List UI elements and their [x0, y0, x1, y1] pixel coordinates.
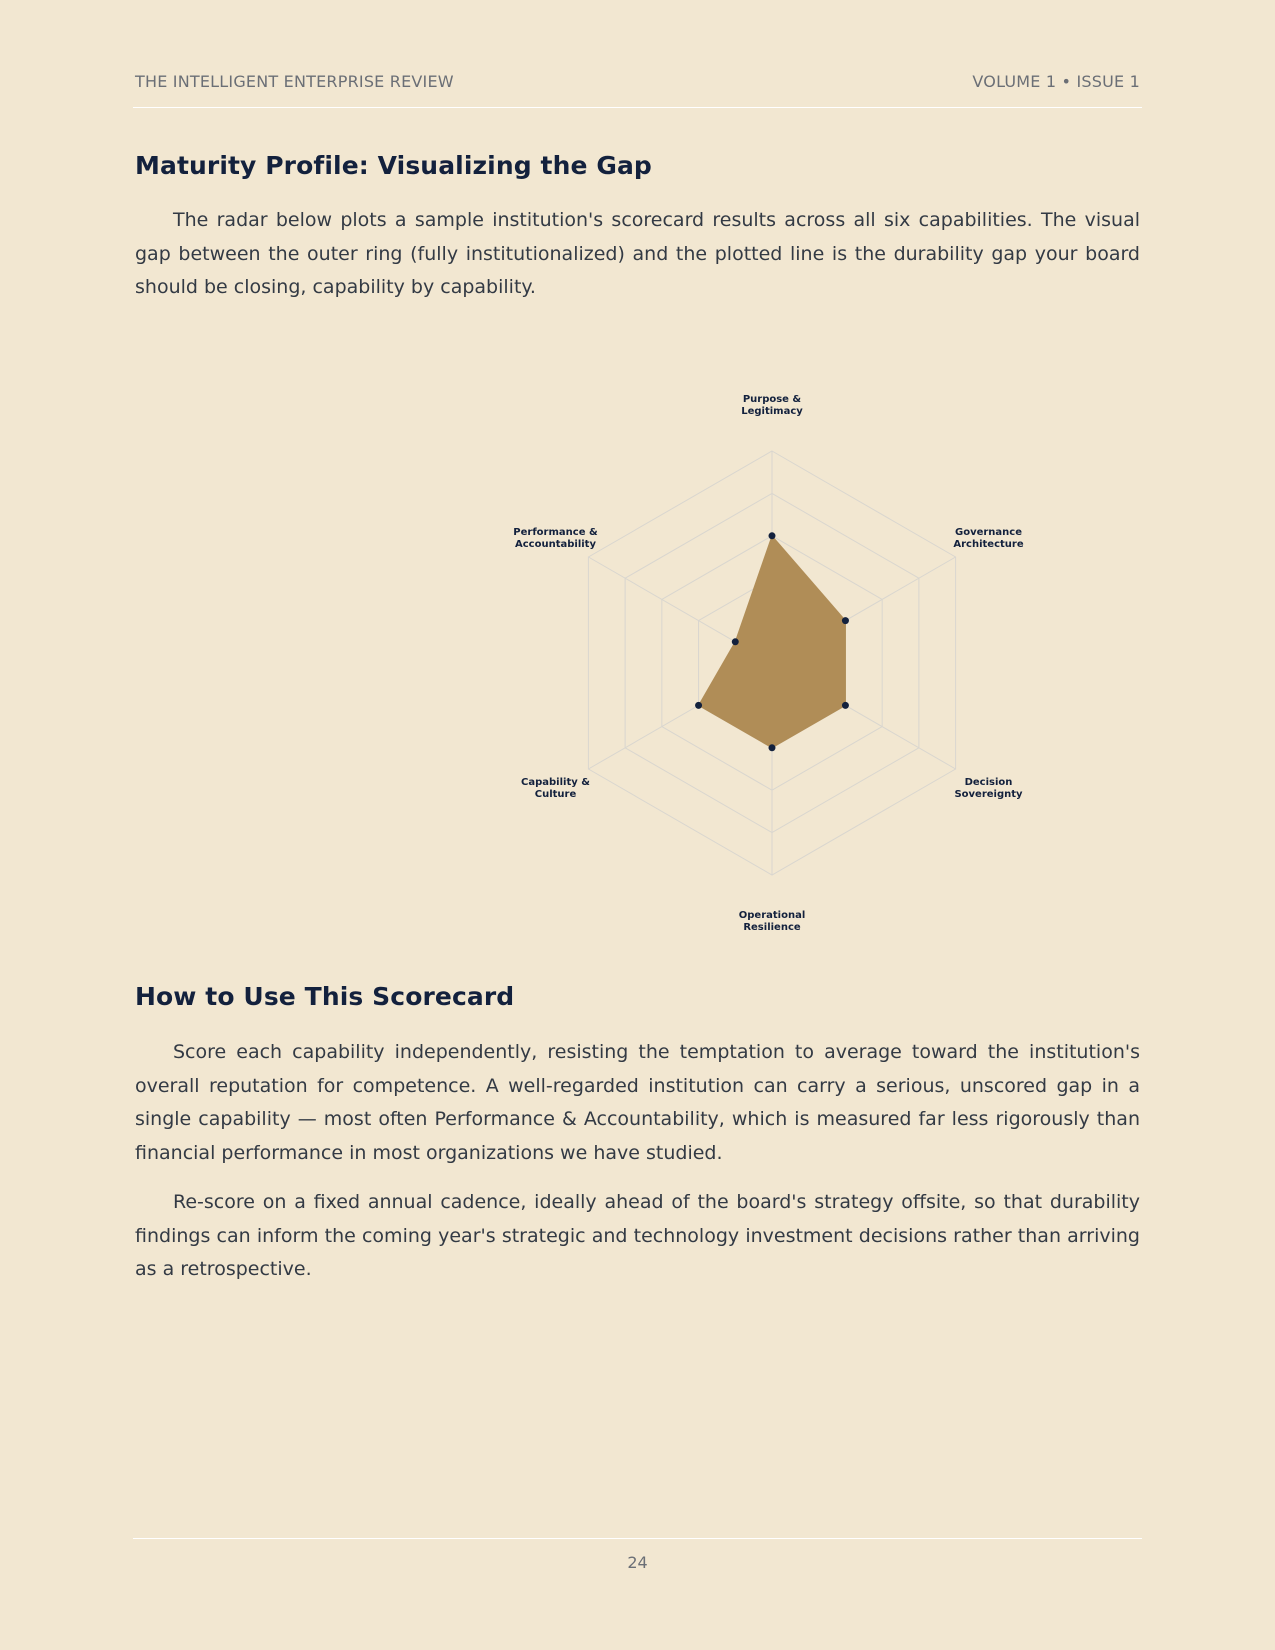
radar-axis-label: Capability & Culture	[521, 777, 590, 800]
page-number: 24	[627, 1553, 648, 1572]
page	[135, 0, 1140, 1650]
radar-data-point	[842, 617, 849, 624]
radar-axis-label: Governance Architecture	[953, 527, 1024, 550]
radar-data-point	[769, 532, 776, 539]
section-heading-how-to-use: How to Use This Scorecard	[135, 982, 515, 1011]
radar-axis-label: Purpose & Legitimacy	[741, 394, 803, 417]
radar-series-area	[699, 536, 846, 748]
intro-paragraph: The radar below plots a sample institution's scorecard results across all six capabilities. The visual gap between the outer ring (fully institutionalized) and the plotted line is the durability gap your board should be closing, capability by capability.	[135, 209, 1140, 298]
radar-data-point	[695, 702, 702, 709]
section-heading-maturity-profile: Maturity Profile: Visualizing the Gap	[135, 151, 652, 180]
publication-title: THE INTELLIGENT ENTERPRISE REVIEW	[135, 72, 454, 91]
header-divider	[133, 107, 1142, 108]
radar-axis-label: Operational Resilience	[738, 910, 806, 933]
body-paragraph-2: Re-score on a fixed annual cadence, ideally ahead of the board's strategy offsite, so that durability findings can inform the coming year's strategic and technology investment decisions rather than arriving as a retrospective.	[135, 1191, 1140, 1280]
radar-chart	[450, 340, 1030, 933]
body-paragraph-1: Score each capability independently, resisting the temptation to average toward the institution's overall reputation for competence. A well-regarded institution can carry a serious, unscored gap in a single capability — most often Performance & Accountability, which is measured far less rigorously than financial performance in most organizations we have studied.	[135, 1041, 1140, 1164]
radar-data-point	[769, 744, 776, 751]
issue-label: VOLUME 1 • ISSUE 1	[972, 72, 1140, 91]
radar-axis-label: Performance & Accountability	[513, 527, 598, 550]
footer-divider	[133, 1538, 1142, 1539]
running-header	[135, 72, 1140, 91]
radar-data-point	[842, 702, 849, 709]
radar-axis-label: Decision Sovereignty	[954, 777, 1023, 800]
radar-data-point	[732, 638, 739, 645]
